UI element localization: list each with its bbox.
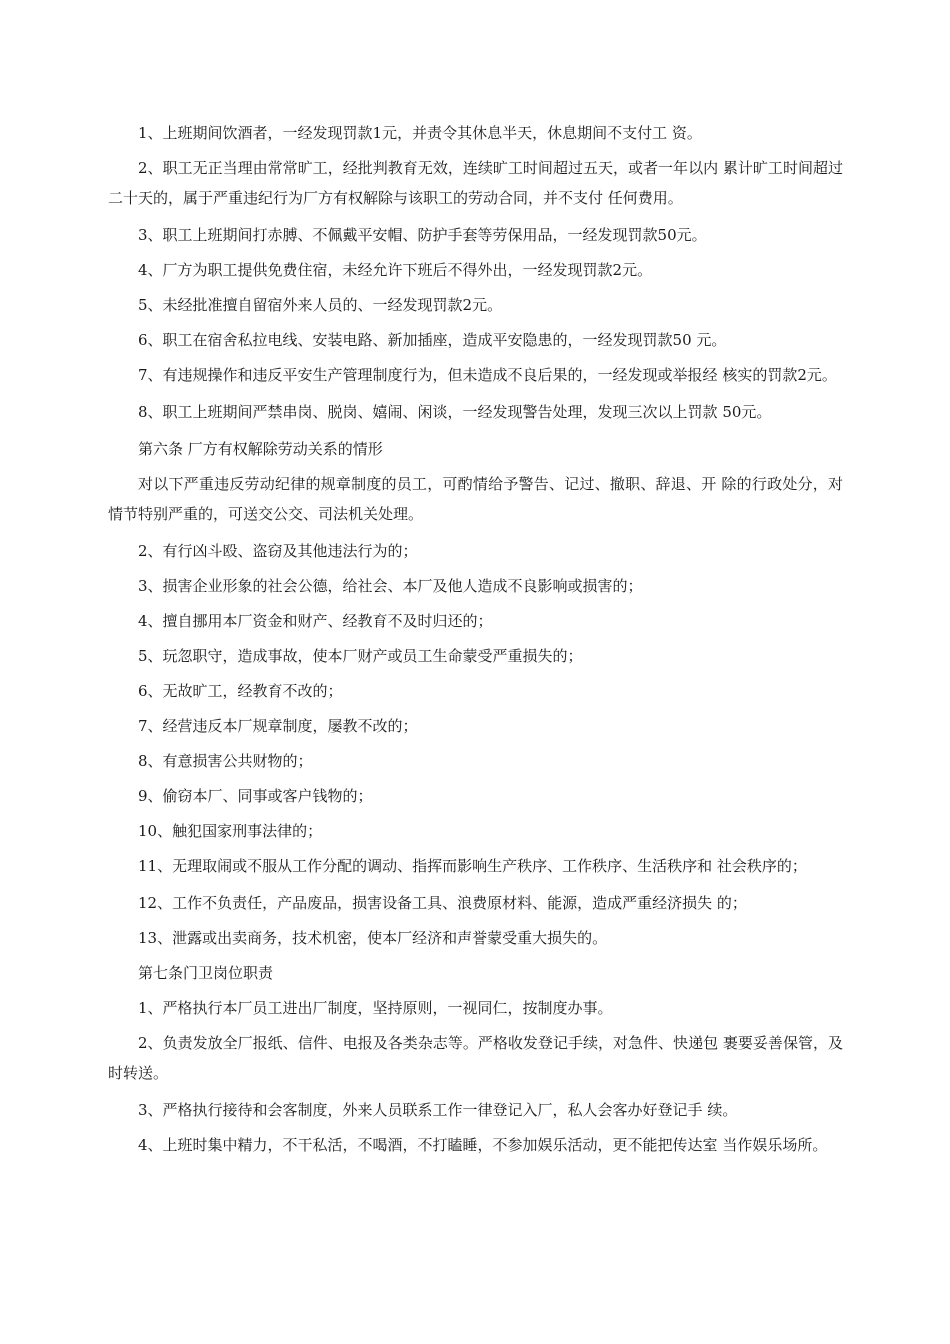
paragraph-rule-8: 8、职工上班期间严禁串岗、脱岗、嬉闹、闲谈，一经发现警告处理，发现三次以上罚款 50元。 xyxy=(138,403,772,421)
paragraph-rule-7: 7、有违规操作和违反平安生产管理制度行为，但未造成不良后果的，一经发现或举报经 核实的罚款2元。 xyxy=(138,366,837,384)
list-item-guard-1: 1、严格执行本厂员工进出厂制度，坚持原则，一视同仁，按制度办事。 xyxy=(138,999,613,1017)
list-item-dismissal-10: 10、触犯国家刑事法律的； xyxy=(138,822,323,840)
list-item-dismissal-2: 2、有行凶斗殴、盗窃及其他违法行为的； xyxy=(138,542,418,560)
list-item-guard-4: 4、上班时集中精力，不干私活，不喝酒，不打瞌睡，不参加娱乐活动，更不能把传达室 当作娱乐场所。 xyxy=(138,1136,828,1154)
list-item-dismissal-6: 6、无故旷工，经教育不改的； xyxy=(138,682,343,700)
list-item-dismissal-3: 3、损害企业形象的社会公德，给社会、本厂及他人造成不良影响或损害的； xyxy=(138,577,643,595)
section-heading-article-6: 第六条 厂方有权解除劳动关系的情形 xyxy=(138,440,383,458)
document-page xyxy=(108,118,843,1167)
list-item-dismissal-12: 12、工作不负责任，产品废品，损害设备工具、浪费原材料、能源，造成严重经济损失 的； xyxy=(138,894,747,912)
paragraph-rule-4: 4、厂方为职工提供免费住宿，未经允许下班后不得外出，一经发现罚款2元。 xyxy=(138,261,653,279)
list-item-dismissal-5: 5、玩忽职守，造成事故，使本厂财产或员工生命蒙受严重损失的； xyxy=(138,647,583,665)
paragraph-article-6-intro: 对以下严重违反劳动纪律的规章制度的员工，可酌情给予警告、记过、撤职、辞退、开 除的行政处分，对情节特别严重的，可送交公交、司法机关处理。 xyxy=(108,475,843,523)
list-item-guard-2: 2、负责发放全厂报纸、信件、电报及各类杂志等。严格收发登记手续，对急件、快递包 裹要妥善保管，及时转送。 xyxy=(108,1034,843,1082)
paragraph-rule-5: 5、未经批准擅自留宿外来人员的、一经发现罚款2元。 xyxy=(138,296,503,314)
list-item-dismissal-7: 7、经营违反本厂规章制度，屡教不改的； xyxy=(138,717,418,735)
list-item-dismissal-11: 11、无理取闹或不服从工作分配的调动、指挥而影响生产秩序、工作秩序、生活秩序和 社会秩序的； xyxy=(138,857,807,875)
list-item-dismissal-8: 8、有意损害公共财物的； xyxy=(138,752,313,770)
list-item-dismissal-9: 9、偷窃本厂、同事或客户钱物的； xyxy=(138,787,373,805)
list-item-dismissal-13: 13、泄露或出卖商务，技术机密，使本厂经济和声誉蒙受重大损失的。 xyxy=(138,929,608,947)
section-heading-article-7: 第七条门卫岗位职责 xyxy=(138,964,274,982)
paragraph-rule-3: 3、职工上班期间打赤膊、不佩戴平安帽、防护手套等劳保用品，一经发现罚款50元。 xyxy=(138,226,707,244)
paragraph-rule-2: 2、职工无正当理由常常旷工，经批判教育无效，连续旷工时间超过五天，或者一年以内 累计旷工时间超过二十天的，属于严重违纪行为厂方有权解除与该职工的劳动合同，并不支付 任何费用。 xyxy=(108,159,843,207)
paragraph-rule-6: 6、职工在宿舍私拉电线、安装电路、新加插座，造成平安隐患的，一经发现罚款50 元。 xyxy=(138,331,727,349)
list-item-guard-3: 3、严格执行接待和会客制度，外来人员联系工作一律登记入厂，私人会客办好登记手 续。 xyxy=(138,1101,738,1119)
list-item-dismissal-4: 4、擅自挪用本厂资金和财产、经教育不及时归还的； xyxy=(138,612,493,630)
paragraph-rule-1: 1、上班期间饮酒者，一经发现罚款1元，并责令其休息半天，休息期间不支付工 资。 xyxy=(138,124,702,142)
